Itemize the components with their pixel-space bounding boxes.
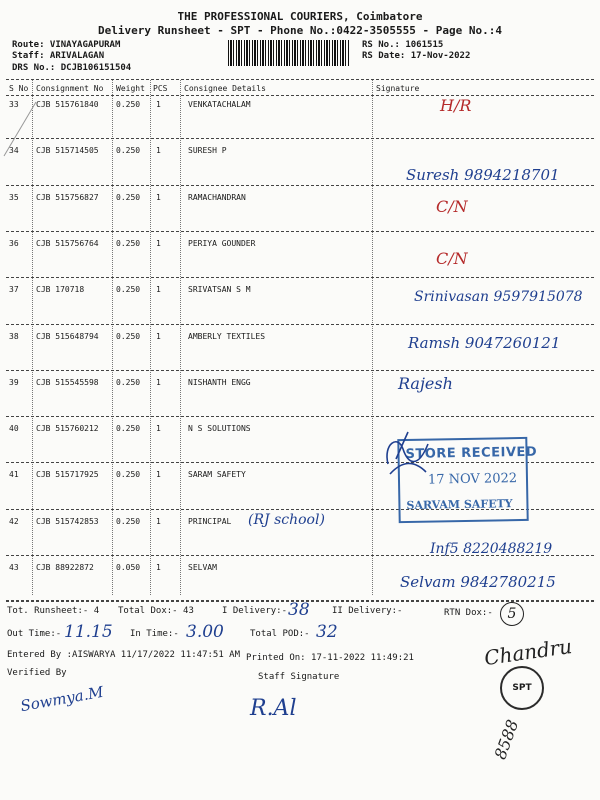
tot-runsheet: Tot. Runsheet:- 4 xyxy=(7,606,100,616)
row-divider xyxy=(6,277,594,278)
verifier-signature: Sowmya.M xyxy=(19,682,105,716)
row-signature: Inf5 8220488219 xyxy=(430,540,553,557)
table-top-border xyxy=(6,79,594,80)
row-weight: 0.250 xyxy=(116,331,141,341)
row-consignee: SARAM SAFETY xyxy=(188,470,246,480)
row-consignment-no: CJB 515760212 xyxy=(36,424,99,434)
row-signature: C/N xyxy=(436,196,468,216)
out-time-label: Out Time:- xyxy=(7,629,62,639)
total-pod-value: 32 xyxy=(316,622,338,642)
row-pcs: 1 xyxy=(156,377,161,387)
row-signature: Rajesh xyxy=(398,373,453,393)
rs-date: RS Date: 17-Nov-2022 xyxy=(362,51,471,61)
row-sno: 38 xyxy=(9,331,19,341)
drs-number: DRS No.: DCJB106151504 xyxy=(12,63,132,73)
row-signature: Srinivasan 9597915078 xyxy=(414,289,583,306)
row-consignment-no: CJB 515756827 xyxy=(36,192,99,202)
col-header-pcs: PCS xyxy=(153,84,168,93)
row-sno: 33 xyxy=(9,100,19,109)
col-header-sno: S No xyxy=(9,84,29,93)
row-weight: 0.050 xyxy=(116,563,141,572)
extra-number: 8588 xyxy=(490,717,523,762)
row-divider xyxy=(6,416,594,417)
row-consignee: SURESH P xyxy=(188,146,227,156)
row-weight: 0.250 xyxy=(116,100,141,109)
spt-stamp: SPT xyxy=(500,666,544,710)
signature-scribble xyxy=(378,424,438,484)
row-consignment-no: CJB 515756764 xyxy=(36,238,99,248)
row-pcs: 1 xyxy=(156,516,161,526)
col-divider xyxy=(372,80,373,595)
in-time-value: 3.00 xyxy=(186,622,224,642)
row-divider xyxy=(6,138,594,139)
route-label: Route: VINAYAGAPURAM xyxy=(12,40,121,50)
row-divider xyxy=(6,555,594,556)
row-consignee: NISHANTH ENGG xyxy=(188,377,251,387)
rtn-dox-label: RTN Dox:- xyxy=(444,608,493,618)
total-pod-label: Total POD:- xyxy=(250,629,310,639)
row-consignee: SRIVATSAN S M xyxy=(188,285,251,295)
row-weight: 0.250 xyxy=(116,238,141,248)
stamp-date: 17 NOV 2022 xyxy=(427,471,518,488)
row-pcs: 1 xyxy=(156,100,161,109)
stamp-line-1: STORE RECEIVED xyxy=(405,444,538,462)
row-consignee: SELVAM xyxy=(188,563,217,572)
row-weight: 0.250 xyxy=(116,146,141,156)
row-weight: 0.250 xyxy=(116,192,141,202)
row-signature: Selvam 9842780215 xyxy=(400,573,556,591)
col-divider xyxy=(150,80,151,595)
table-header-border xyxy=(6,95,594,96)
row-divider xyxy=(6,185,594,186)
out-time-value: 11.15 xyxy=(64,622,113,642)
barcode xyxy=(228,40,350,66)
col-divider xyxy=(112,80,113,595)
row-weight: 0.250 xyxy=(116,516,141,526)
col-divider xyxy=(180,80,181,595)
principal-note: (RJ school) xyxy=(248,512,325,528)
verified-by-label: Verified By xyxy=(7,668,67,678)
row-sno: 40 xyxy=(9,424,19,434)
row-consignee: VENKATACHALAM xyxy=(188,100,251,109)
row-consignment-no: CJB 170718 xyxy=(36,285,85,295)
stamp-company: SARVAM SAFETY xyxy=(406,497,513,512)
entered-by: Entered By :AISWARYA 11/17/2022 11:47:51 AM xyxy=(7,650,240,660)
row-divider xyxy=(6,324,594,325)
row-consignee: PRINCIPAL xyxy=(188,516,232,526)
company-title: THE PROFESSIONAL COURIERS, Coimbatore xyxy=(177,10,423,23)
row-pcs: 1 xyxy=(156,563,161,572)
row-signature: Suresh 9894218701 xyxy=(406,166,560,185)
row-consignment-no: CJB 515545598 xyxy=(36,377,99,387)
row-sno: 37 xyxy=(9,285,19,295)
row-sno: 34 xyxy=(9,146,19,156)
row-sno: 36 xyxy=(9,238,19,248)
row-sno: 43 xyxy=(9,563,19,572)
rs-number: RS No.: 1061515 xyxy=(362,40,444,50)
row-pcs: 1 xyxy=(156,470,161,480)
row-consignee: N S SOLUTIONS xyxy=(188,424,251,434)
printed-on: Printed On: 17-11-2022 11:49:21 xyxy=(246,653,414,663)
row-pcs: 1 xyxy=(156,424,161,434)
ii-delivery-label: II Delivery:- xyxy=(332,606,403,616)
rtn-dox-value: 5 xyxy=(500,602,524,626)
row-consignment-no: CJB 515714505 xyxy=(36,146,99,156)
row-sno: 39 xyxy=(9,377,19,387)
extra-signature: Chandru xyxy=(482,633,574,671)
row-pcs: 1 xyxy=(156,146,161,156)
col-header-consignee: Consignee Details xyxy=(184,84,266,93)
row-signature: H/R xyxy=(440,96,472,115)
row-consignee: AMBERLY TEXTILES xyxy=(188,331,266,341)
col-header-signature: Signature xyxy=(376,84,420,93)
pen-stroke xyxy=(0,100,40,160)
row-divider xyxy=(6,231,594,232)
row-pcs: 1 xyxy=(156,238,161,248)
row-signature: C/N xyxy=(436,248,468,268)
row-pcs: 1 xyxy=(156,331,161,341)
row-weight: 0.250 xyxy=(116,470,141,480)
staff-signature-label: Staff Signature xyxy=(258,672,340,682)
i-delivery-value: 38 xyxy=(288,600,310,620)
i-delivery-label: I Delivery:- xyxy=(222,606,288,616)
row-weight: 0.250 xyxy=(116,285,141,295)
row-consignment-no: CJB 515717925 xyxy=(36,470,99,480)
total-dox: Total Dox:- 43 xyxy=(118,606,194,616)
col-header-weight: Weight xyxy=(116,84,145,93)
in-time-label: In Time:- xyxy=(130,629,179,639)
row-signature: Ramsh 9047260121 xyxy=(408,333,561,352)
row-consignment-no: CJB 515742853 xyxy=(36,516,99,526)
row-divider xyxy=(6,370,594,371)
row-consignment-no: CJB 88922872 xyxy=(36,563,94,572)
staff-signature: R.Al xyxy=(250,696,297,721)
row-consignee: PERIYA GOUNDER xyxy=(188,238,256,248)
staff-label: Staff: ARIVALAGAN xyxy=(12,51,105,61)
row-sno: 35 xyxy=(9,192,19,202)
row-consignment-no: CJB 515648794 xyxy=(36,331,99,341)
row-weight: 0.250 xyxy=(116,424,141,434)
row-pcs: 1 xyxy=(156,192,161,202)
col-header-consignment: Consignment No xyxy=(36,84,104,93)
runsheet-subtitle: Delivery Runsheet - SPT - Phone No.:0422-3505555 - Page No.:4 xyxy=(98,24,502,37)
row-consignee: RAMACHANDRAN xyxy=(188,192,246,202)
row-pcs: 1 xyxy=(156,285,161,295)
row-sno: 42 xyxy=(9,516,19,526)
row-consignment-no: CJB 515761840 xyxy=(36,100,99,109)
row-weight: 0.250 xyxy=(116,377,141,387)
row-sno: 41 xyxy=(9,470,19,480)
